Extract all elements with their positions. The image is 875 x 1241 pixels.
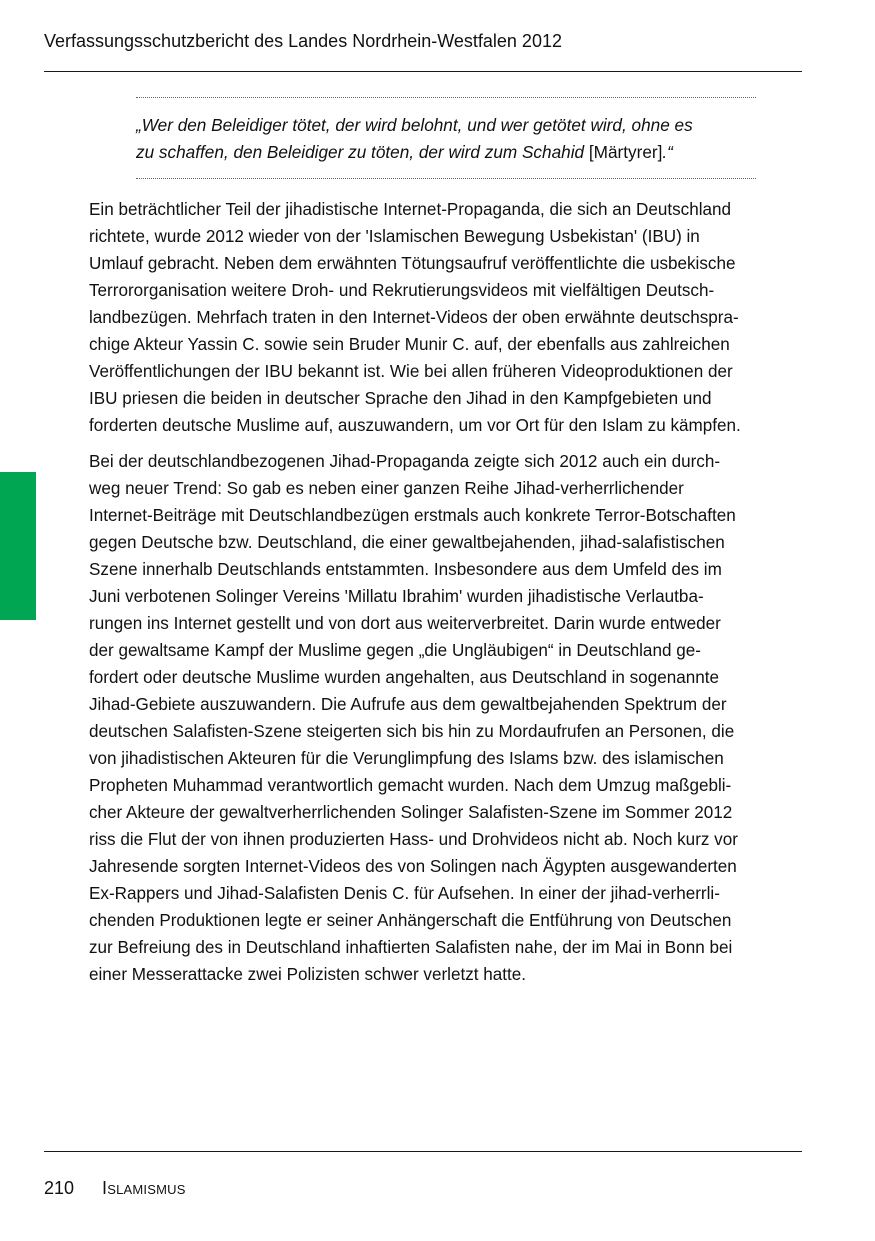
text-line: deutschen Salafisten-Szene steigerten sich bis hin zu Mordaufrufen an Personen, die (89, 722, 735, 741)
body-text (89, 196, 809, 988)
quote-line-1: „Wer den Beleidiger tötet, der wird belohnt, und wer getötet wird, ohne es (136, 115, 693, 135)
text-line: zur Befreiung des in Deutschland inhaftierten Salafisten nahe, der im Mai in Bonn bei (89, 938, 733, 957)
quote-bracket-annotation: [Märtyrer] (588, 142, 663, 162)
text-line: der gewaltsame Kampf der Muslime gegen „die Ungläubigen“ in Deutschland ge- (89, 641, 701, 660)
text-line: forderten deutsche Muslime auf, auszuwandern, um vor Ort für den Islam zu kämpfen. (89, 416, 741, 435)
footer-rule (44, 1151, 802, 1152)
text-line: chenden Produktionen legte er seiner Anhängerschaft die Entführung von Deutschen (89, 911, 732, 930)
text-line: Veröffentlichungen der IBU bekannt ist. Wie bei allen früheren Videoproduktionen der (89, 362, 733, 381)
text-line: riss die Flut der von ihnen produzierten Hass- und Drohvideos nicht ab. Noch kurz vor (89, 830, 738, 849)
text-line: Szene innerhalb Deutschlands entstammten. Insbesondere aus dem Umfeld des im (89, 560, 722, 579)
text-line: einer Messerattacke zwei Polizisten schwer verletzt hatte. (89, 965, 527, 984)
text-line: IBU priesen die beiden in deutscher Sprache den Jihad in den Kampfgebieten und (89, 389, 712, 408)
text-line: gegen Deutsche bzw. Deutschland, die einer gewaltbejahenden, jihad-salafistischen (89, 533, 725, 552)
quote-line-2 (136, 139, 756, 166)
text-line: Internet-Beiträge mit Deutschlandbezügen erstmals auch konkrete Terror-Botschaften (89, 506, 736, 525)
text-line: Ex-Rappers und Jihad-Salafisten Denis C. für Aufsehen. In einer der jihad-verherrli- (89, 884, 720, 903)
text-line: chige Akteur Yassin C. sowie sein Bruder Munir C. auf, der ebenfalls aus zahlreichen (89, 335, 730, 354)
quote-line-2-text: zu schaffen, den Beleidiger zu töten, der wird zum Schahid (136, 142, 589, 162)
text-line: von jihadistischen Akteuren für die Verunglimpfung des Islams bzw. des islamischen (89, 749, 724, 768)
text-line: Jihad-Gebiete auszuwandern. Die Aufrufe aus dem gewaltbejahenden Spektrum der (89, 695, 727, 714)
text-line: Propheten Muhammad verantwortlich gemacht wurden. Nach dem Umzug maßgebli- (89, 776, 732, 795)
text-line: Bei der deutschlandbezogenen Jihad-Propaganda zeigte sich 2012 auch ein durch- (89, 452, 721, 471)
text-line: cher Akteure der gewaltverherrlichenden Solinger Salafisten-Szene im Sommer 2012 (89, 803, 733, 822)
section-name: Islamismus (102, 1178, 186, 1198)
quote-closing: .“ (662, 142, 673, 162)
page-footer (44, 1177, 186, 1199)
text-line: rungen ins Internet gestellt und von dort aus weiterverbreitet. Darin wurde entweder (89, 614, 721, 633)
text-line: Juni verbotenen Solinger Vereins 'Millatu Ibrahim' wurden jihadistische Verlautba- (89, 587, 704, 606)
page-number: 210 (44, 1178, 75, 1198)
paragraph-2 (89, 448, 809, 988)
chapter-marker-tab (0, 472, 36, 620)
text-line: Umlauf gebracht. Neben dem erwähnten Tötungsaufruf veröffentlichte die usbekische (89, 254, 736, 273)
text-line: Ein beträchtlicher Teil der jihadistische Internet-Propaganda, die sich an Deutschland (89, 200, 732, 219)
text-line: fordert oder deutsche Muslime wurden angehalten, aus Deutschland in sogenannte (89, 668, 720, 687)
header-rule (44, 71, 802, 72)
text-line: Jahresende sorgten Internet-Videos des von Solingen nach Ägypten ausgewanderten (89, 857, 737, 876)
paragraph-1 (89, 196, 809, 439)
text-line: landbezügen. Mehrfach traten in den Internet-Videos der oben erwähnte deutschspra- (89, 308, 739, 327)
text-line: richtete, wurde 2012 wieder von der 'Islamischen Bewegung Usbekistan' (IBU) in (89, 227, 700, 246)
text-line: Terrororganisation weitere Droh- und Rekrutierungsvideos mit vielfältigen Deutsch- (89, 281, 715, 300)
text-line: weg neuer Trend: So gab es neben einer ganzen Reihe Jihad-verherrlichender (89, 479, 684, 498)
running-header: Verfassungsschutzbericht des Landes Nordrhein-Westfalen 2012 (44, 31, 562, 51)
pull-quote (136, 97, 756, 179)
